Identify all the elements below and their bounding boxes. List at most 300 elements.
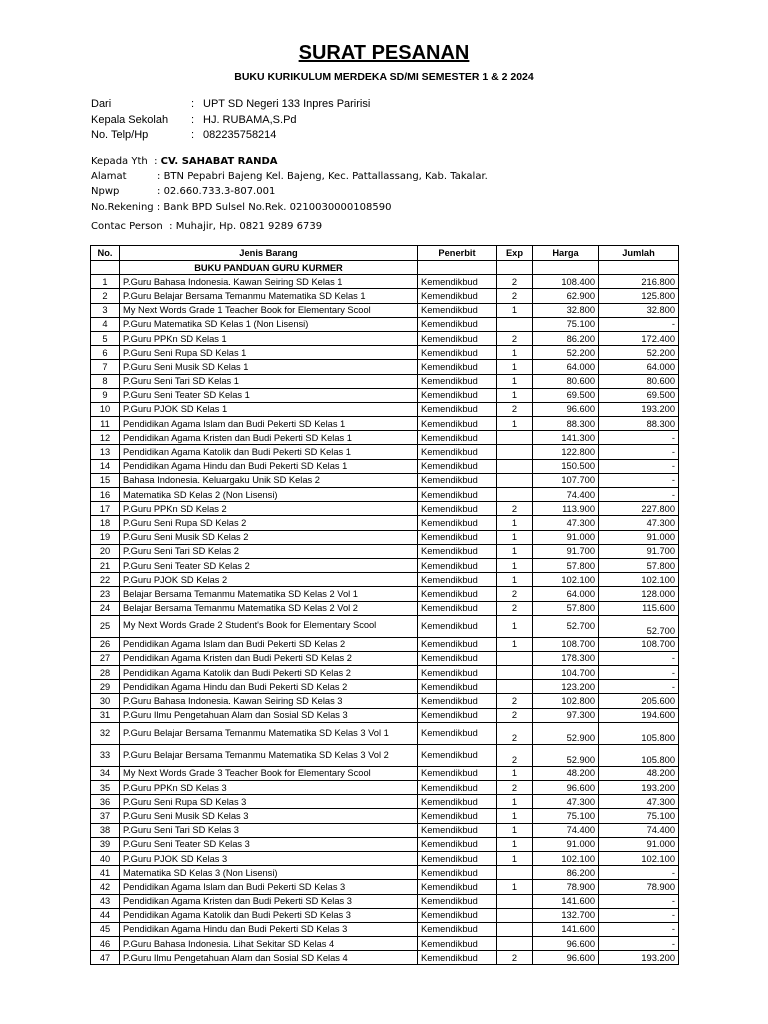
table-header-row [91, 246, 679, 261]
table-row [91, 651, 679, 665]
cell-jenis-barang: P.Guru Seni Musik SD Kelas 3 [120, 809, 418, 823]
cell-no: 21 [91, 558, 120, 572]
cell-jumlah: - [599, 666, 679, 680]
cell-jenis-barang: Belajar Bersama Temanmu Matematika SD Kelas 2 Vol 1 [120, 587, 418, 601]
cell-jenis-barang: P.Guru PPKn SD Kelas 1 [120, 331, 418, 345]
cell-harga: 74.400 [533, 488, 599, 502]
cell-jumlah: 88.300 [599, 417, 679, 431]
cell-harga: 52.900 [533, 744, 599, 766]
cell-penerbit: Kemendikbud [418, 488, 497, 502]
cell-jumlah: 193.200 [599, 951, 679, 965]
cell-penerbit: Kemendikbud [418, 516, 497, 530]
cell-jumlah: - [599, 459, 679, 473]
cell-jenis-barang: Pendidikan Agama Hindu dan Budi Pekerti SD Kelas 3 [120, 922, 418, 936]
cell-jenis-barang: P.Guru PJOK SD Kelas 2 [120, 573, 418, 587]
cell-harga: 102.100 [533, 573, 599, 587]
cell-harga: 97.300 [533, 708, 599, 722]
cell-jumlah: - [599, 473, 679, 487]
cell-jenis-barang: P.Guru Seni Teater SD Kelas 2 [120, 558, 418, 572]
cell-penerbit: Kemendikbud [418, 417, 497, 431]
section-spacer [599, 261, 679, 275]
cell-jumlah: 52.700 [599, 615, 679, 637]
cell-jenis-barang: P.Guru Ilmu Pengetahuan Alam dan Sosial SD Kelas 4 [120, 951, 418, 965]
cell-harga: 47.300 [533, 516, 599, 530]
section-spacer [418, 261, 497, 275]
cell-no: 30 [91, 694, 120, 708]
table-row [91, 417, 679, 431]
recipient-npwp: 02.660.733.3-807.001 [163, 186, 276, 198]
cell-harga: 102.100 [533, 851, 599, 865]
cell-penerbit: Kemendikbud [418, 666, 497, 680]
cell-no: 46 [91, 937, 120, 951]
cell-exp: 1 [497, 303, 533, 317]
cell-jumlah: 91.700 [599, 544, 679, 558]
cell-jenis-barang: P.Guru PJOK SD Kelas 1 [120, 402, 418, 416]
cell-harga: 52.700 [533, 615, 599, 637]
cell-exp [497, 459, 533, 473]
cell-harga: 141.600 [533, 922, 599, 936]
cell-harga: 69.500 [533, 388, 599, 402]
table-row [91, 289, 679, 303]
cell-harga: 86.200 [533, 866, 599, 880]
sender-separator: : [191, 129, 195, 141]
section-spacer [91, 261, 120, 275]
cell-jumlah: 172.400 [599, 331, 679, 345]
cell-no: 18 [91, 516, 120, 530]
table-row [91, 666, 679, 680]
cell-exp: 2 [497, 744, 533, 766]
table-row [91, 851, 679, 865]
table-row [91, 473, 679, 487]
table-row [91, 809, 679, 823]
cell-no: 37 [91, 809, 120, 823]
cell-exp [497, 651, 533, 665]
cell-harga: 74.400 [533, 823, 599, 837]
document-subtitle: BUKU KURIKULUM MERDEKA SD/MI SEMESTER 1 & 2 2024 [234, 71, 534, 83]
cell-penerbit: Kemendikbud [418, 694, 497, 708]
cell-exp: 2 [497, 402, 533, 416]
cell-harga: 62.900 [533, 289, 599, 303]
cell-jumlah: 69.500 [599, 388, 679, 402]
cell-exp: 2 [497, 781, 533, 795]
cell-exp: 2 [497, 275, 533, 289]
table-row [91, 722, 679, 744]
cell-jumlah: 128.000 [599, 587, 679, 601]
recipient-row-contact: Contac Person : Muhajir, Hp. 0821 9289 6739 [91, 220, 323, 232]
cell-no: 28 [91, 666, 120, 680]
table-row [91, 937, 679, 951]
recipient-label: Contac Person [91, 220, 163, 232]
cell-penerbit: Kemendikbud [418, 502, 497, 516]
recipient-row-alamat: Alamat : BTN Pepabri Bajeng Kel. Bajeng, Kec. Pattallassang, Kab. Takalar. [91, 169, 488, 184]
cell-jumlah: 216.800 [599, 275, 679, 289]
cell-jenis-barang: P.Guru Bahasa Indonesia. Kawan Seiring SD Kelas 3 [120, 694, 418, 708]
cell-jumlah: 48.200 [599, 766, 679, 780]
cell-penerbit: Kemendikbud [418, 445, 497, 459]
cell-exp: 1 [497, 795, 533, 809]
cell-penerbit: Kemendikbud [418, 275, 497, 289]
cell-no: 33 [91, 744, 120, 766]
recipient-company: CV. SAHABAT RANDA [160, 156, 278, 167]
sender-label: No. Telp/Hp [91, 129, 149, 141]
cell-penerbit: Kemendikbud [418, 289, 497, 303]
cell-exp [497, 488, 533, 502]
recipient-account: Bank BPD Sulsel No.Rek. 0210030000108590 [163, 201, 392, 213]
table-row [91, 431, 679, 445]
cell-no: 26 [91, 637, 120, 651]
cell-penerbit: Kemendikbud [418, 680, 497, 694]
sender-separator: : [191, 98, 195, 110]
cell-exp: 1 [497, 615, 533, 637]
cell-penerbit: Kemendikbud [418, 781, 497, 795]
cell-harga: 108.400 [533, 275, 599, 289]
cell-harga: 47.300 [533, 795, 599, 809]
cell-harga: 113.900 [533, 502, 599, 516]
table-row [91, 823, 679, 837]
sender-row-kepala-sekolah [91, 113, 370, 129]
order-table [90, 245, 679, 965]
cell-jumlah: 47.300 [599, 516, 679, 530]
cell-exp: 2 [497, 722, 533, 744]
cell-exp: 1 [497, 346, 533, 360]
cell-no: 7 [91, 360, 120, 374]
cell-exp: 2 [497, 502, 533, 516]
cell-exp [497, 431, 533, 445]
recipient-label: Npwp [91, 186, 120, 198]
cell-exp [497, 680, 533, 694]
cell-penerbit: Kemendikbud [418, 558, 497, 572]
table-row [91, 374, 679, 388]
cell-jenis-barang: Pendidikan Agama Hindu dan Budi Pekerti SD Kelas 2 [120, 680, 418, 694]
table-row [91, 331, 679, 345]
cell-no: 35 [91, 781, 120, 795]
table-row [91, 951, 679, 965]
cell-penerbit: Kemendikbud [418, 544, 497, 558]
cell-harga: 86.200 [533, 331, 599, 345]
cell-jenis-barang: P.Guru Seni Teater SD Kelas 3 [120, 837, 418, 851]
cell-jenis-barang: P.Guru Belajar Bersama Temanmu Matematika SD Kelas 1 [120, 289, 418, 303]
cell-penerbit: Kemendikbud [418, 402, 497, 416]
cell-exp: 1 [497, 516, 533, 530]
cell-harga: 141.600 [533, 894, 599, 908]
cell-exp [497, 922, 533, 936]
cell-no: 19 [91, 530, 120, 544]
table-row [91, 502, 679, 516]
cell-jumlah: 47.300 [599, 795, 679, 809]
cell-exp: 1 [497, 637, 533, 651]
cell-penerbit: Kemendikbud [418, 809, 497, 823]
cell-jumlah: 194.600 [599, 708, 679, 722]
table-row [91, 837, 679, 851]
recipient-label: Kepada Yth [91, 156, 148, 167]
table-row [91, 516, 679, 530]
cell-penerbit: Kemendikbud [418, 837, 497, 851]
cell-penerbit: Kemendikbud [418, 360, 497, 374]
cell-jumlah: 193.200 [599, 781, 679, 795]
cell-jumlah: 91.000 [599, 837, 679, 851]
header-penerbit: Penerbit [418, 246, 497, 261]
cell-jumlah: 74.400 [599, 823, 679, 837]
cell-penerbit: Kemendikbud [418, 880, 497, 894]
recipient-row-rekening: No.Rekening : Bank BPD Sulsel No.Rek. 0210030000108590 [91, 201, 392, 213]
cell-jenis-barang: P.Guru Seni Tari SD Kelas 2 [120, 544, 418, 558]
cell-harga: 78.900 [533, 880, 599, 894]
cell-harga: 88.300 [533, 417, 599, 431]
section-row [91, 261, 679, 275]
cell-no: 47 [91, 951, 120, 965]
cell-jenis-barang: My Next Words Grade 2 Student's Book for Elementary Scool [120, 615, 418, 637]
table-row [91, 544, 679, 558]
cell-penerbit: Kemendikbud [418, 573, 497, 587]
cell-exp: 1 [497, 544, 533, 558]
cell-penerbit: Kemendikbud [418, 459, 497, 473]
cell-jenis-barang: P.Guru Seni Rupa SD Kelas 2 [120, 516, 418, 530]
cell-exp: 1 [497, 880, 533, 894]
table-row [91, 402, 679, 416]
cell-no: 42 [91, 880, 120, 894]
cell-harga: 91.000 [533, 530, 599, 544]
cell-jenis-barang: P.Guru Seni Rupa SD Kelas 1 [120, 346, 418, 360]
cell-jenis-barang: Pendidikan Agama Islam dan Budi Pekerti SD Kelas 2 [120, 637, 418, 651]
cell-harga: 75.100 [533, 809, 599, 823]
cell-jenis-barang: P.Guru Seni Musik SD Kelas 2 [120, 530, 418, 544]
section-spacer [533, 261, 599, 275]
cell-harga: 52.200 [533, 346, 599, 360]
table-row [91, 317, 679, 331]
cell-no: 6 [91, 346, 120, 360]
table-body [91, 261, 679, 965]
cell-exp: 1 [497, 360, 533, 374]
cell-jenis-barang: P.Guru Seni Tari SD Kelas 3 [120, 823, 418, 837]
cell-no: 32 [91, 722, 120, 744]
cell-no: 38 [91, 823, 120, 837]
cell-harga: 75.100 [533, 317, 599, 331]
cell-no: 40 [91, 851, 120, 865]
cell-no: 20 [91, 544, 120, 558]
cell-jumlah: 57.800 [599, 558, 679, 572]
recipient-block [91, 154, 488, 234]
sender-value: UPT SD Negeri 133 Inpres Paririsi [203, 98, 371, 110]
cell-penerbit: Kemendikbud [418, 601, 497, 615]
cell-penerbit: Kemendikbud [418, 908, 497, 922]
cell-harga: 102.800 [533, 694, 599, 708]
cell-no: 23 [91, 587, 120, 601]
sender-row-telp [91, 128, 370, 144]
cell-jenis-barang: P.Guru Seni Teater SD Kelas 1 [120, 388, 418, 402]
cell-penerbit: Kemendikbud [418, 708, 497, 722]
table-row [91, 744, 679, 766]
cell-jenis-barang: My Next Words Grade 3 Teacher Book for Elementary Scool [120, 766, 418, 780]
recipient-label: No.Rekening [91, 201, 154, 213]
cell-penerbit: Kemendikbud [418, 637, 497, 651]
cell-penerbit: Kemendikbud [418, 346, 497, 360]
cell-harga: 96.600 [533, 951, 599, 965]
cell-no: 44 [91, 908, 120, 922]
table-row [91, 459, 679, 473]
cell-penerbit: Kemendikbud [418, 317, 497, 331]
cell-jumlah: 75.100 [599, 809, 679, 823]
cell-jenis-barang: Matematika SD Kelas 3 (Non Lisensi) [120, 866, 418, 880]
table-row [91, 445, 679, 459]
cell-exp: 2 [497, 601, 533, 615]
cell-penerbit: Kemendikbud [418, 331, 497, 345]
table-row [91, 587, 679, 601]
cell-no: 41 [91, 866, 120, 880]
cell-jenis-barang: Pendidikan Agama Hindu dan Budi Pekerti SD Kelas 1 [120, 459, 418, 473]
cell-exp: 2 [497, 708, 533, 722]
cell-jumlah: 64.000 [599, 360, 679, 374]
table-row [91, 680, 679, 694]
table-row [91, 922, 679, 936]
cell-exp: 2 [497, 331, 533, 345]
cell-harga: 91.000 [533, 837, 599, 851]
table-row [91, 908, 679, 922]
cell-penerbit: Kemendikbud [418, 587, 497, 601]
cell-harga: 108.700 [533, 637, 599, 651]
cell-jumlah: - [599, 866, 679, 880]
cell-no: 5 [91, 331, 120, 345]
cell-exp: 1 [497, 573, 533, 587]
cell-harga: 91.700 [533, 544, 599, 558]
cell-exp [497, 473, 533, 487]
cell-no: 25 [91, 615, 120, 637]
cell-jumlah: - [599, 908, 679, 922]
cell-jenis-barang: P.Guru Matematika SD Kelas 1 (Non Lisensi) [120, 317, 418, 331]
cell-jumlah: 108.700 [599, 637, 679, 651]
cell-no: 17 [91, 502, 120, 516]
cell-penerbit: Kemendikbud [418, 722, 497, 744]
header-jumlah: Jumlah [599, 246, 679, 261]
cell-exp: 2 [497, 289, 533, 303]
table-row [91, 766, 679, 780]
cell-no: 24 [91, 601, 120, 615]
cell-penerbit: Kemendikbud [418, 744, 497, 766]
cell-harga: 48.200 [533, 766, 599, 780]
cell-jenis-barang: P.Guru Bahasa Indonesia. Lihat Sekitar SD Kelas 4 [120, 937, 418, 951]
table-row [91, 601, 679, 615]
cell-penerbit: Kemendikbud [418, 766, 497, 780]
cell-penerbit: Kemendikbud [418, 823, 497, 837]
table-row [91, 573, 679, 587]
cell-jenis-barang: P.Guru PJOK SD Kelas 3 [120, 851, 418, 865]
cell-jumlah: - [599, 317, 679, 331]
table-row [91, 694, 679, 708]
table-row [91, 275, 679, 289]
cell-jumlah: - [599, 680, 679, 694]
recipient-label: Alamat [91, 171, 127, 183]
cell-penerbit: Kemendikbud [418, 374, 497, 388]
recipient-address: BTN Pepabri Bajeng Kel. Bajeng, Kec. Pattallassang, Kab. Takalar. [163, 171, 488, 183]
cell-jenis-barang: Pendidikan Agama Katolik dan Budi Pekerti SD Kelas 1 [120, 445, 418, 459]
cell-no: 45 [91, 922, 120, 936]
table-row [91, 637, 679, 651]
cell-exp [497, 937, 533, 951]
cell-no: 12 [91, 431, 120, 445]
cell-no: 3 [91, 303, 120, 317]
cell-no: 4 [91, 317, 120, 331]
document-title: SURAT PESANAN [298, 42, 470, 64]
section-title: BUKU PANDUAN GURU KURMER [120, 261, 418, 275]
cell-jenis-barang: P.Guru Bahasa Indonesia. Kawan Seiring SD Kelas 1 [120, 275, 418, 289]
cell-jumlah: - [599, 651, 679, 665]
header-exp: Exp [497, 246, 533, 261]
cell-no: 31 [91, 708, 120, 722]
cell-exp: 1 [497, 530, 533, 544]
sender-row-dari [91, 97, 370, 113]
cell-no: 29 [91, 680, 120, 694]
table-row [91, 558, 679, 572]
cell-jumlah: 91.000 [599, 530, 679, 544]
cell-no: 34 [91, 766, 120, 780]
cell-jenis-barang: Matematika SD Kelas 2 (Non Lisensi) [120, 488, 418, 502]
cell-no: 8 [91, 374, 120, 388]
cell-penerbit: Kemendikbud [418, 894, 497, 908]
table-row [91, 303, 679, 317]
recipient-row-npwp: Npwp : 02.660.733.3-807.001 [91, 184, 488, 199]
cell-penerbit: Kemendikbud [418, 866, 497, 880]
sender-value: 082235758214 [203, 129, 277, 141]
cell-jenis-barang: Bahasa Indonesia. Keluargaku Unik SD Kelas 2 [120, 473, 418, 487]
cell-exp: 1 [497, 558, 533, 572]
cell-exp: 1 [497, 823, 533, 837]
cell-jenis-barang: Pendidikan Agama Kristen dan Budi Pekerti SD Kelas 3 [120, 894, 418, 908]
cell-harga: 96.600 [533, 937, 599, 951]
cell-harga: 80.600 [533, 374, 599, 388]
cell-no: 15 [91, 473, 120, 487]
cell-jumlah: - [599, 488, 679, 502]
header-no: No. [91, 246, 120, 261]
cell-jenis-barang: P.Guru PPKn SD Kelas 3 [120, 781, 418, 795]
cell-harga: 96.600 [533, 781, 599, 795]
cell-jenis-barang: P.Guru Seni Tari SD Kelas 1 [120, 374, 418, 388]
cell-jenis-barang: Pendidikan Agama Katolik dan Budi Pekerti SD Kelas 2 [120, 666, 418, 680]
table-row [91, 388, 679, 402]
table-row [91, 615, 679, 637]
cell-jumlah: - [599, 894, 679, 908]
cell-harga: 64.000 [533, 587, 599, 601]
cell-exp: 1 [497, 388, 533, 402]
table-row [91, 894, 679, 908]
cell-harga: 52.900 [533, 722, 599, 744]
cell-no: 39 [91, 837, 120, 851]
cell-jumlah: 125.800 [599, 289, 679, 303]
cell-jenis-barang: Pendidikan Agama Islam dan Budi Pekerti SD Kelas 1 [120, 417, 418, 431]
cell-no: 9 [91, 388, 120, 402]
cell-jumlah: 102.100 [599, 851, 679, 865]
table-row [91, 866, 679, 880]
cell-jumlah: - [599, 937, 679, 951]
sender-label: Dari [91, 98, 112, 110]
cell-jumlah: - [599, 445, 679, 459]
cell-jumlah: 52.200 [599, 346, 679, 360]
cell-exp: 1 [497, 837, 533, 851]
sender-block [91, 97, 370, 144]
cell-exp [497, 317, 533, 331]
cell-jenis-barang: Pendidikan Agama Islam dan Budi Pekerti SD Kelas 3 [120, 880, 418, 894]
cell-penerbit: Kemendikbud [418, 951, 497, 965]
cell-harga: 178.300 [533, 651, 599, 665]
recipient-contact: Muhajir, Hp. 0821 9289 6739 [175, 220, 323, 232]
cell-harga: 32.800 [533, 303, 599, 317]
cell-exp: 1 [497, 851, 533, 865]
cell-exp [497, 445, 533, 459]
cell-no: 43 [91, 894, 120, 908]
cell-no: 13 [91, 445, 120, 459]
cell-penerbit: Kemendikbud [418, 431, 497, 445]
cell-no: 27 [91, 651, 120, 665]
cell-harga: 123.200 [533, 680, 599, 694]
cell-jumlah: 80.600 [599, 374, 679, 388]
